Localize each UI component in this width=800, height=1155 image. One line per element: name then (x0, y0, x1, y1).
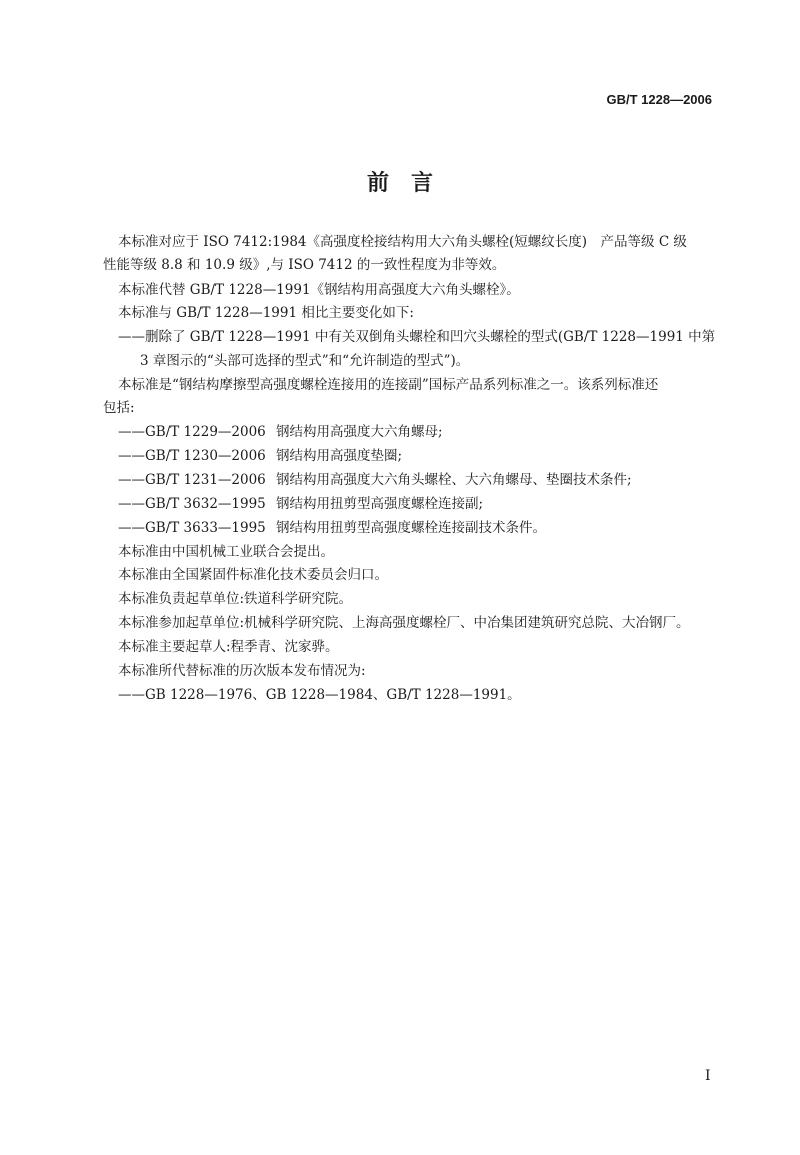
closing-line: 本标准主要起草人:程季青、沈家骅。 (118, 639, 339, 655)
paragraph-line: 本标准与 GB/T 1228—1991 相比主要变化如下: (118, 305, 414, 321)
paragraph-line: 本标准是“钢结构摩擦型高强度螺栓连接用的连接副”国标产品系列标准之一。该系列标准还 (118, 377, 659, 393)
series-code: ——GB/T 3633—1995 (118, 520, 266, 536)
series-code: ——GB/T 1229—2006 (118, 424, 266, 440)
series-name: 钢结构用高强度垫圈; (276, 448, 403, 464)
page-number: I (705, 1068, 711, 1084)
series-name: 钢结构用扭剪型高强度螺栓连接副; (276, 496, 484, 512)
standard-number-header: GB/T 1228—2006 (606, 92, 712, 107)
paragraph-line: 3 章图示的“头部可选择的型式”和“允许制造的型式”)。 (140, 353, 470, 369)
paragraph-line: 包括: (103, 400, 135, 416)
paragraph-line: 性能等级 8.8 和 10.9 级》,与 ISO 7412 的一致性程度为非等效。 (103, 257, 506, 273)
page-title: 前言 (366, 170, 455, 196)
closing-line: 本标准参加起草单位:机械科学研究院、上海高强度螺栓厂、中冶集团建筑研究总院、大冶钢厂。 (118, 615, 690, 631)
paragraph-line: ——删除了 GB/T 1228—1991 中有关双倒角头螺栓和凹穴头螺栓的型式(GB/T 1228—1991 中第 (118, 329, 716, 345)
series-name: 钢结构用高强度大六角头螺栓、大六角螺母、垫圈技术条件; (276, 472, 632, 488)
series-item (118, 423, 443, 441)
series-item (118, 495, 483, 513)
closing-line: ——GB 1228—1976、GB 1228—1984、GB/T 1228—1991。 (118, 687, 521, 703)
series-name: 钢结构用高强度大六角螺母; (276, 424, 443, 440)
paragraph-line: 本标准对应于 ISO 7412:1984《高强度栓接结构用大六角头螺栓(短螺纹长度) 产品等级 C 级 (118, 234, 687, 250)
paragraph-line: 本标准代替 GB/T 1228—1991《钢结构用高强度大六角头螺栓》。 (118, 282, 520, 298)
series-name: 钢结构用扭剪型高强度螺栓连接副技术条件。 (276, 520, 546, 536)
closing-line: 本标准所代替标准的历次版本发布情况为: (118, 663, 366, 679)
series-item (118, 471, 632, 489)
closing-line: 本标准由中国机械工业联合会提出。 (118, 544, 334, 560)
series-item (118, 519, 546, 537)
closing-line: 本标准由全国紧固件标准化技术委员会归口。 (118, 567, 388, 583)
series-code: ——GB/T 1231—2006 (118, 472, 266, 488)
series-code: ——GB/T 1230—2006 (118, 448, 266, 464)
series-code: ——GB/T 3632—1995 (118, 496, 266, 512)
series-item (118, 447, 402, 465)
closing-line: 本标准负责起草单位:铁道科学研究院。 (118, 591, 353, 607)
